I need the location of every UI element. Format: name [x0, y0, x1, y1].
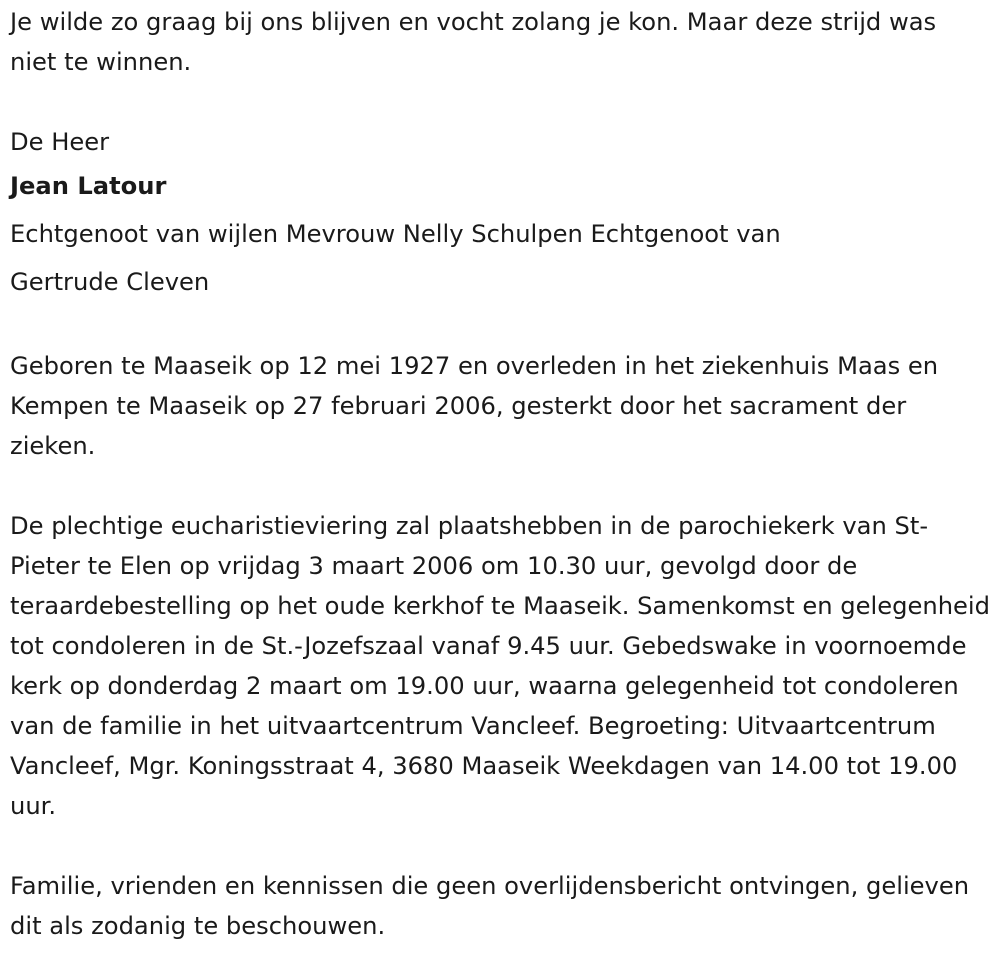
spacer — [10, 826, 990, 866]
closing-text: Familie, vrienden en kennissen die geen overlijdensbericht ontvingen, gelieven dit als zodanig te beschouwen. — [10, 872, 970, 940]
intro-text: Je wilde zo graag bij ons blijven en vocht zolang je kon. Maar deze strijd was niet te winnen. — [10, 8, 937, 76]
spouse-line-2: Gertrude Cleven — [10, 268, 210, 296]
name-block — [10, 162, 990, 306]
spacer — [10, 306, 990, 346]
birth-death-text: Geboren te Maaseik op 12 mei 1927 en overleden in het ziekenhuis Maas en Kempen te Maaseik op 27 februari 2006, gesterkt door het sacrament der zieken. — [10, 352, 939, 460]
deceased-name: Jean Latour — [10, 172, 167, 200]
ceremony-text: De plechtige eucharistieviering zal plaatshebben in de parochiekerk van St-Pieter te Elen op vrijdag 3 maart 2006 om 10.30 uur, gevolgd door de teraardebestelling op het oude kerkhof te Maaseik. Samenkomst en gelegenheid tot condoleren in de St.-Jozefszaal vanaf 9.45 uur. Gebedswake in voornoemde kerk op donderdag 2 maart om 19.00 uur, waarna gelegenheid tot condoleren van de familie in het uitvaartcentrum Vancleef. Begroeting: Uitvaartcentrum Vancleef, Mgr. Koningsstraat 4, 3680 Maaseik Weekdagen van 14.00 tot 19.00 uur. — [10, 512, 990, 820]
title-prefix: De Heer — [10, 128, 110, 156]
spacer — [10, 82, 990, 122]
spacer — [10, 466, 990, 506]
spouse-line-1: Echtgenoot van wijlen Mevrouw Nelly Schulpen Echtgenoot van — [10, 220, 781, 248]
